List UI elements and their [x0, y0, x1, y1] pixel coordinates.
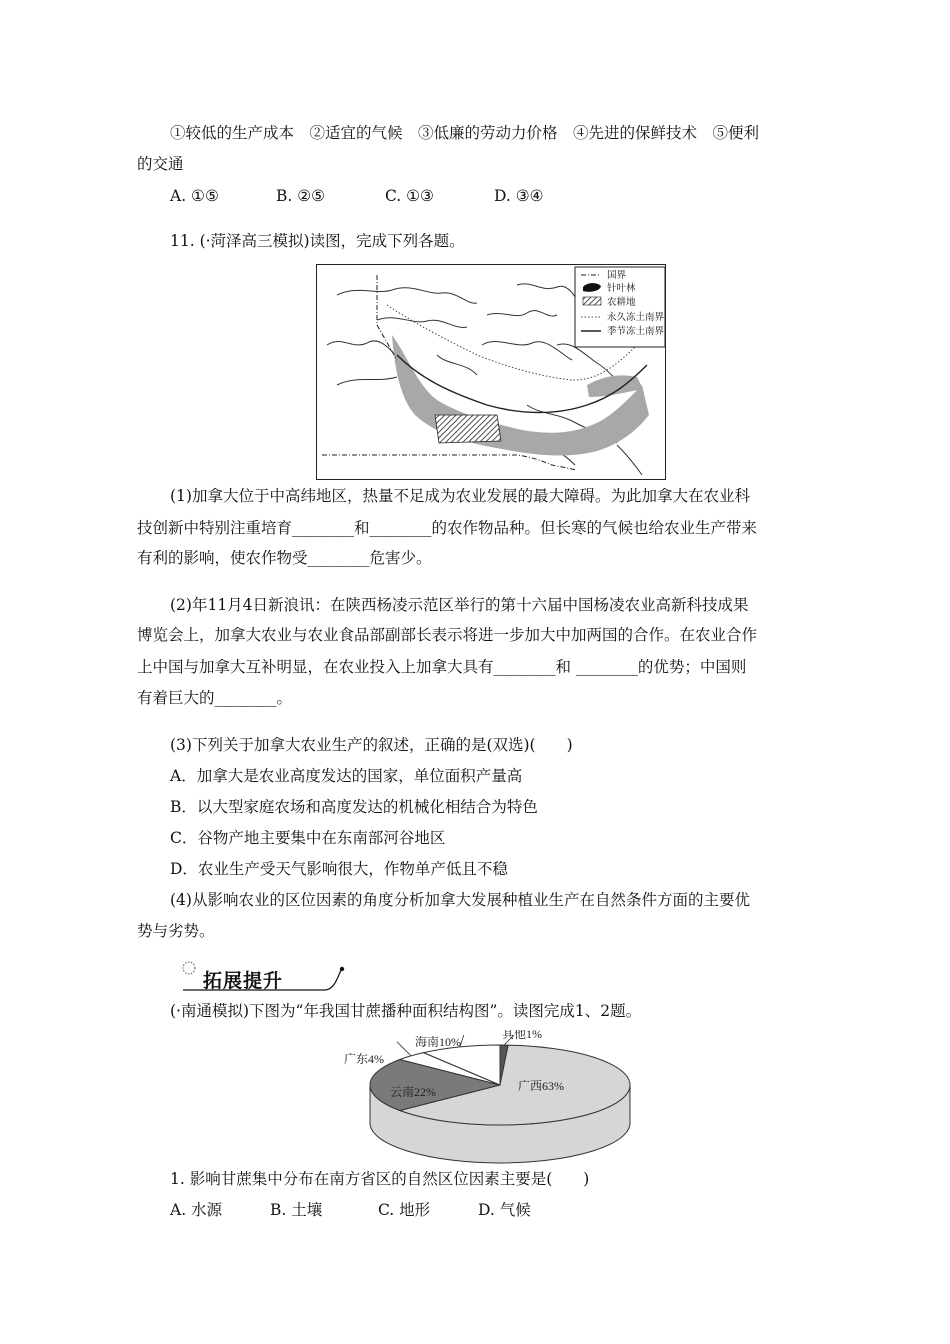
q11-p1-line1: (1)加拿大位于中高纬地区，热量不足成为农业发展的最大障碍。为此加拿大在农业科: [170, 487, 750, 505]
farmland-area: [435, 415, 501, 443]
q11-title: 11. (·菏泽高三模拟)读图，完成下列各题。: [170, 232, 465, 250]
pie-label-4: 其他1%: [502, 1030, 542, 1041]
q10-choice-a: A. ①⑤: [170, 187, 219, 205]
q11-p3-option-c: C．谷物产地主要集中在东南部河谷地区: [170, 829, 446, 847]
q11-p2-line2: 博览会上，加拿大农业与农业食品部副部长表示将进一步加大中加两国的合作。在农业合作: [137, 626, 758, 644]
q11-p4-line2: 势与劣势。: [137, 922, 215, 940]
q11-p2-line3: 上中国与加拿大互补明显，在农业投入上加拿大具有________和 ________的优势；中国则: [137, 658, 747, 676]
ext-q1-stem: 1. 影响甘蔗集中分布在南方省区的自然区位因素主要是( ): [170, 1170, 590, 1188]
q11-p2-line4: 有着巨大的________。: [137, 689, 293, 707]
q10-choice-d: D. ③④: [494, 187, 544, 205]
gear-icon: [183, 962, 195, 974]
q10-options-line2: 的交通: [137, 155, 184, 173]
canada-map-drawing: [317, 265, 666, 480]
q11-p4-line1: (4)从影响农业的区位因素的角度分析加拿大发展种植业生产在自然条件方面的主要优: [170, 891, 750, 909]
ext-q1-choice-b: B. 土壤: [270, 1201, 323, 1219]
q10-options-line1: ①较低的生产成本 ②适宜的气候 ③低廉的劳动力价格 ④先进的保鲜技术 ⑤便利: [170, 124, 760, 142]
legend-coniferous-forest: 针叶林: [607, 283, 636, 294]
q11-p3-option-d: D．农业生产受天气影响很大，作物单产低且不稳: [170, 860, 508, 878]
q11-p1-line2: 技创新中特别注重培育________和________的农作物品种。但长寒的气候也给农业生产带来: [137, 519, 758, 537]
extension-banner-label: 拓展提升: [203, 970, 284, 992]
q11-p2-line1: (2)年11月4日新浪讯：在陕西杨凌示范区举行的第十六届中国杨凌农业高新科技成果: [170, 596, 749, 614]
canada-map: [316, 264, 666, 480]
legend-national-border: 国界: [607, 270, 627, 281]
pie-label-1: 云南22%: [390, 1085, 436, 1099]
pie-label-3: 海南10%: [415, 1035, 461, 1049]
extension-banner: [175, 960, 350, 994]
pie-leader-line: [397, 1042, 411, 1056]
sugarcane-pie-chart: [340, 1030, 660, 1170]
ext-q1-choice-d: D. 气候: [478, 1201, 531, 1219]
ext-q1-choice-a: A. 水源: [170, 1201, 223, 1219]
pie-label-2: 广东4%: [344, 1052, 384, 1066]
legend-farmland: 农耕地: [607, 297, 636, 308]
ext-q1-choice-c: C. 地形: [378, 1201, 431, 1219]
extension-intro: (·南通模拟)下图为“年我国甘蔗播种面积结构图”。读图完成1、2题。: [170, 1002, 642, 1020]
q10-choice-b: B. ②⑤: [276, 187, 326, 205]
national-border: [322, 455, 577, 470]
q11-p3-stem: (3)下列关于加拿大农业生产的叙述，正确的是(双选)( ): [170, 736, 573, 754]
q11-p3-option-a: A．加拿大是农业高度发达的国家，单位面积产量高: [170, 767, 523, 785]
pie-label-0: 广西63%: [518, 1079, 564, 1093]
q11-p3-option-b: B．以大型家庭农场和高度发达的机械化相结合为特色: [170, 798, 538, 816]
legend-seasonal-frost: 季节冻土南界: [607, 326, 665, 337]
q10-choice-c: C. ①③: [385, 187, 434, 205]
legend-permafrost: 永久冻土南界: [607, 312, 665, 323]
q11-p1-line3: 有利的影响，使农作物受________危害少。: [137, 549, 432, 567]
